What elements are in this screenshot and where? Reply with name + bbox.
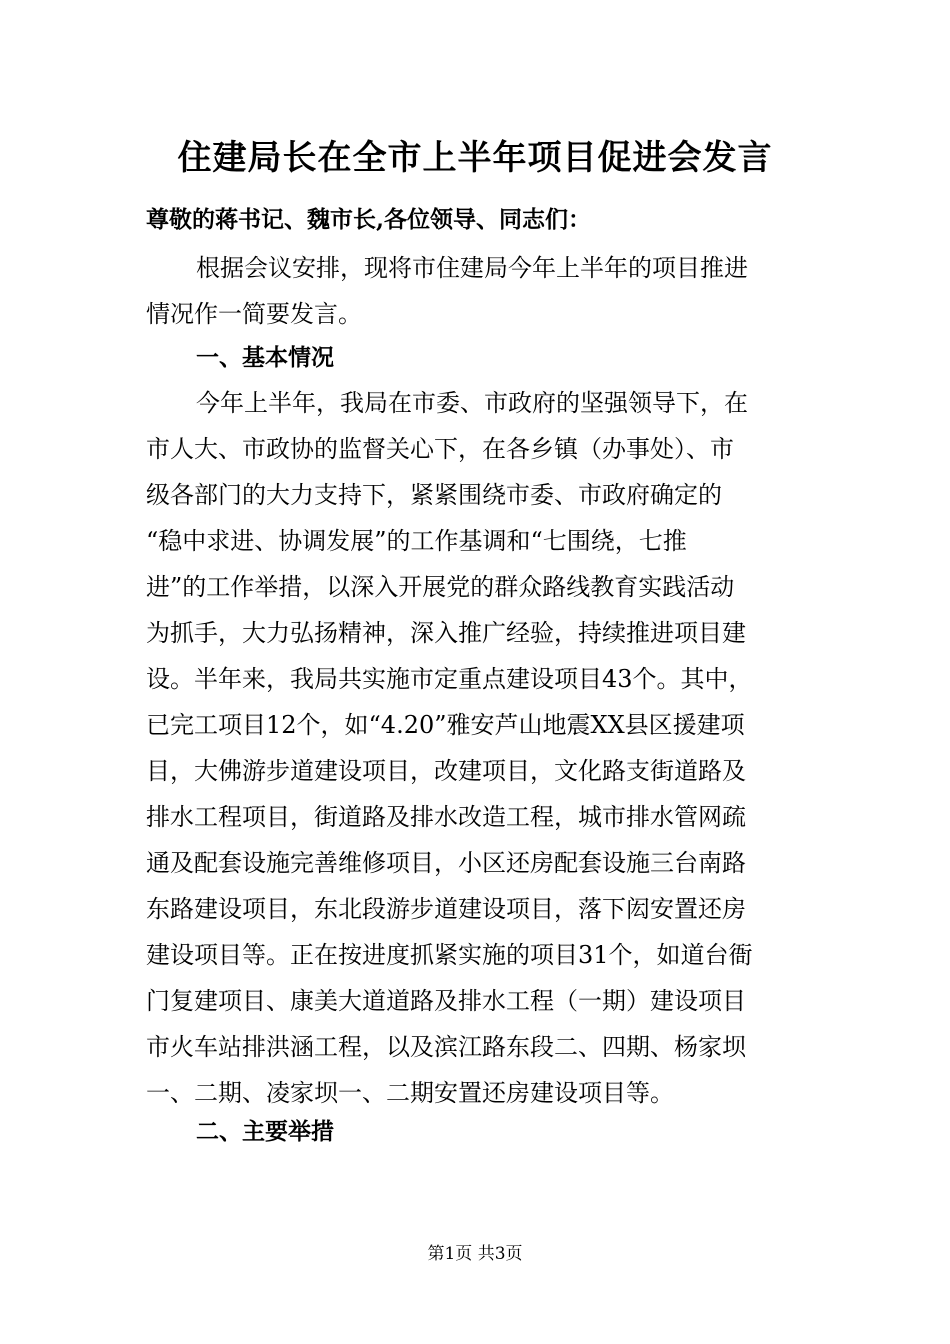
intro-paragraph [146,245,808,337]
paragraph-line: 一、二期、凌家坝一、二期安置还房建设项目等。 [146,1079,674,1107]
section1-paragraph [146,380,808,1116]
paragraph-line: 目，大佛游步道建设项目，改建项目，文化路支街道路及 [146,757,746,785]
paragraph-line: 根据会议安排，现将市住建局今年上半年的项目推进 [196,254,748,282]
salutation: 尊敬的蒋书记、魏市长,各位领导、同志们： [146,206,592,233]
paragraph-line: 排水工程项目，街道路及排水改造工程，城市排水管网疏 [146,803,746,831]
page-footer: 第1页 共3页 [427,1244,523,1264]
paragraph-line: 为抓手，大力弘扬精神，深入推广经验，持续推进项目建 [146,619,746,647]
paragraph-line: “稳中求进、协调发展”的工作基调和“七围绕，七推 [146,527,687,555]
paragraph-line: 设。半年来，我局共实施市定重点建设项目43个。其中， [146,665,753,693]
paragraph-line: 进”的工作举措，以深入开展党的群众路线教育实践活动 [146,573,735,601]
paragraph-line: 情况作一简要发言。 [146,300,362,328]
paragraph-line: 建设项目等。正在按进度抓紧实施的项目31个，如道台衙 [146,941,753,969]
paragraph-line: 东路建设项目，东北段游步道建设项目，落下闳安置还房 [146,895,746,923]
paragraph-line: 已完工项目12个，如“4.20”雅安芦山地震XX县区援建项 [146,711,745,739]
section-heading-measures: 二、主要举措 [196,1118,334,1145]
document-title: 住建局长在全市上半年项目促进会发言 [177,138,773,178]
paragraph-line: 级各部门的大力支持下，紧紧围绕市委、市政府确定的 [146,481,722,509]
paragraph-line: 市火车站排洪涵工程，以及滨江路东段二、四期、杨家坝 [146,1033,746,1061]
paragraph-line: 市人大、市政协的监督关心下，在各乡镇（办事处）、市 [146,435,734,463]
paragraph-line: 今年上半年，我局在市委、市政府的坚强领导下，在 [196,389,748,417]
paragraph-line: 通及配套设施完善维修项目，小区还房配套设施三台南路 [146,849,746,877]
paragraph-line: 门复建项目、康美大道道路及排水工程（一期）建设项目 [146,987,746,1015]
section-heading-basic: 一、基本情况 [196,344,334,371]
